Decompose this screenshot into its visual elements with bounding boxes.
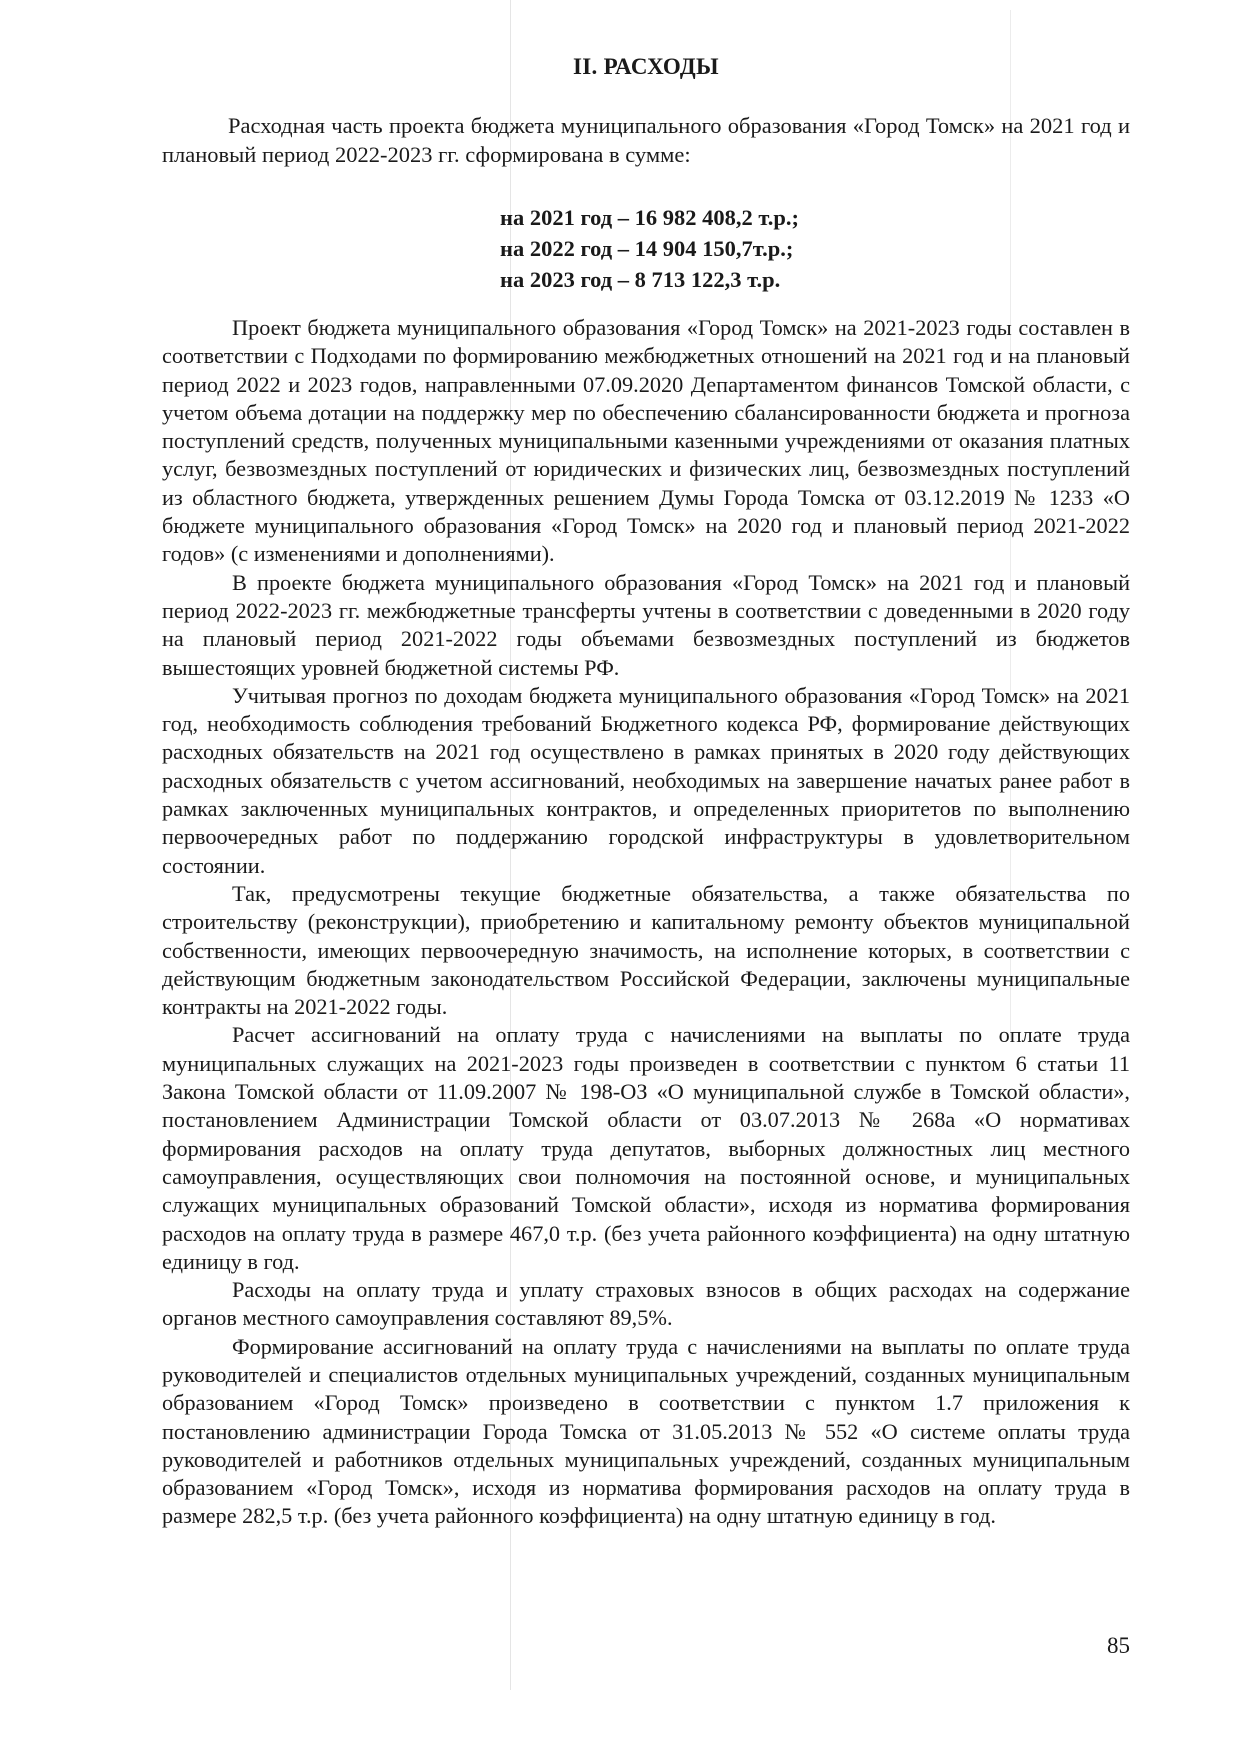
paragraph-contracts: Так, предусмотрены текущие бюджетные обязательства, а также обязательства по строительству (реконструкции), приобретению и капитальному ремонту объектов муниципальной собственности, имеющих первоочередную значимость, на исполнение которых, в соответствии с действующим бюджетным законодательством Российской Федерации, заключены муниципальные контракты на 2021-2022 годы. <box>162 880 1130 1020</box>
section-heading: II. РАСХОДЫ <box>573 54 719 79</box>
total-2022: на 2022 год – 14 904 150,7т.р.; <box>500 236 794 261</box>
paragraph-transfers: В проекте бюджета муниципального образования «Город Томск» на 2021 год и плановый период 2022-2023 гг. межбюджетные трансферты учтены в соответствии с доведенными в 2020 году на плановый период 2021-2022 годы объемами безвозмездных поступлений из бюджетов вышестоящих уровней бюджетной системы РФ. <box>162 569 1130 680</box>
page-number: 85 <box>1107 1633 1130 1658</box>
body-text <box>162 314 1130 1531</box>
paragraph-budget-basis: Проект бюджета муниципального образования «Город Томск» на 2021-2023 годы составлен в соответствии с Подходами по формированию межбюджетных отношений на 2021 год и на плановый период 2022 и 2023 годов, направленными 07.09.2020 Департаментом финансов Томской области, с учетом объема дотации на поддержку мер по обеспечению сбалансированности бюджета и прогноза поступлений средств, полученных муниципальными казенными учреждениями от оказания платных услуг, безвозмездных поступлений от юридических и физических лиц, безвозмездных поступлений из областного бюджета, утвержденных решением Думы Города Томска от 03.12.2019 № 1233 «О бюджете муниципального образования «Город Томск» на 2020 год и плановый период 2021-2022 годов» (с изменениями и дополнениями). <box>162 315 1130 567</box>
paragraph-salary-share: Расходы на оплату труда и уплату страховых взносов в общих расходах на содержание органов местного самоуправления составляют 89,5%. <box>162 1277 1130 1331</box>
total-2021: на 2021 год – 16 982 408,2 т.р.; <box>500 205 799 230</box>
paragraph-obligations: Учитывая прогноз по доходам бюджета муниципального образования «Город Томск» на 2021 год, необходимость соблюдения требований Бюджетного кодекса РФ, формирование действующих расходных обязательств на 2021 год осуществлено в рамках принятых в 2020 году действующих расходных обязательств с учетом ассигнований, необходимых на завершение начатых ранее работ в рамках заключенных муниципальных контрактов, и определенных приоритетов по выполнению первоочередных работ по поддержанию городской инфраструктуры в удовлетворительном состоянии. <box>162 682 1130 878</box>
paragraph-salary-institutions: Формирование ассигнований на оплату труда с начислениями на выплаты по оплате труда руководителей и специалистов отдельных муниципальных учреждений, созданных муниципальным образованием «Город Томск» произведено в соответствии с пунктом 1.7 приложения к постановлению администрации Города Томска от 31.05.2013 № 552 «О системе оплаты труда руководителей и работников отдельных муниципальных учреждений, созданных муниципальным образованием «Город Томск», исходя из норматива формирования расходов на оплату труда в размере 282,5 т.р. (без учета районного коэффициента) на одну штатную единицу в год. <box>162 1333 1130 1529</box>
intro-paragraph: Расходная часть проекта бюджета муниципального образования «Город Томск» на 2021 год и плановый период 2022-2023 гг. сформирована в сумме: <box>162 113 1130 167</box>
budget-totals <box>500 202 799 295</box>
total-2023: на 2023 год – 8 713 122,3 т.р. <box>500 267 781 292</box>
paragraph-salary-officials: Расчет ассигнований на оплату труда с начислениями на выплаты по оплате труда муниципальных служащих на 2021-2023 годы произведен в соответствии с пунктом 6 статьи 11 Закона Томской области от 11.09.2007 № 198-ОЗ «О муниципальной службе в Томской области», постановлением Администрации Томской области от 03.07.2013 № 268а «О нормативах формирования расходов на оплату труда депутатов, выборных должностных лиц местного самоуправления, осуществляющих свои полномочия на постоянной основе, и муниципальных служащих муниципальных образований Томской области», исходя из норматива формирования расходов на оплату труда в размере 467,0 т.р. (без учета районного коэффициента) на одну штатную единицу в год. <box>162 1022 1130 1274</box>
